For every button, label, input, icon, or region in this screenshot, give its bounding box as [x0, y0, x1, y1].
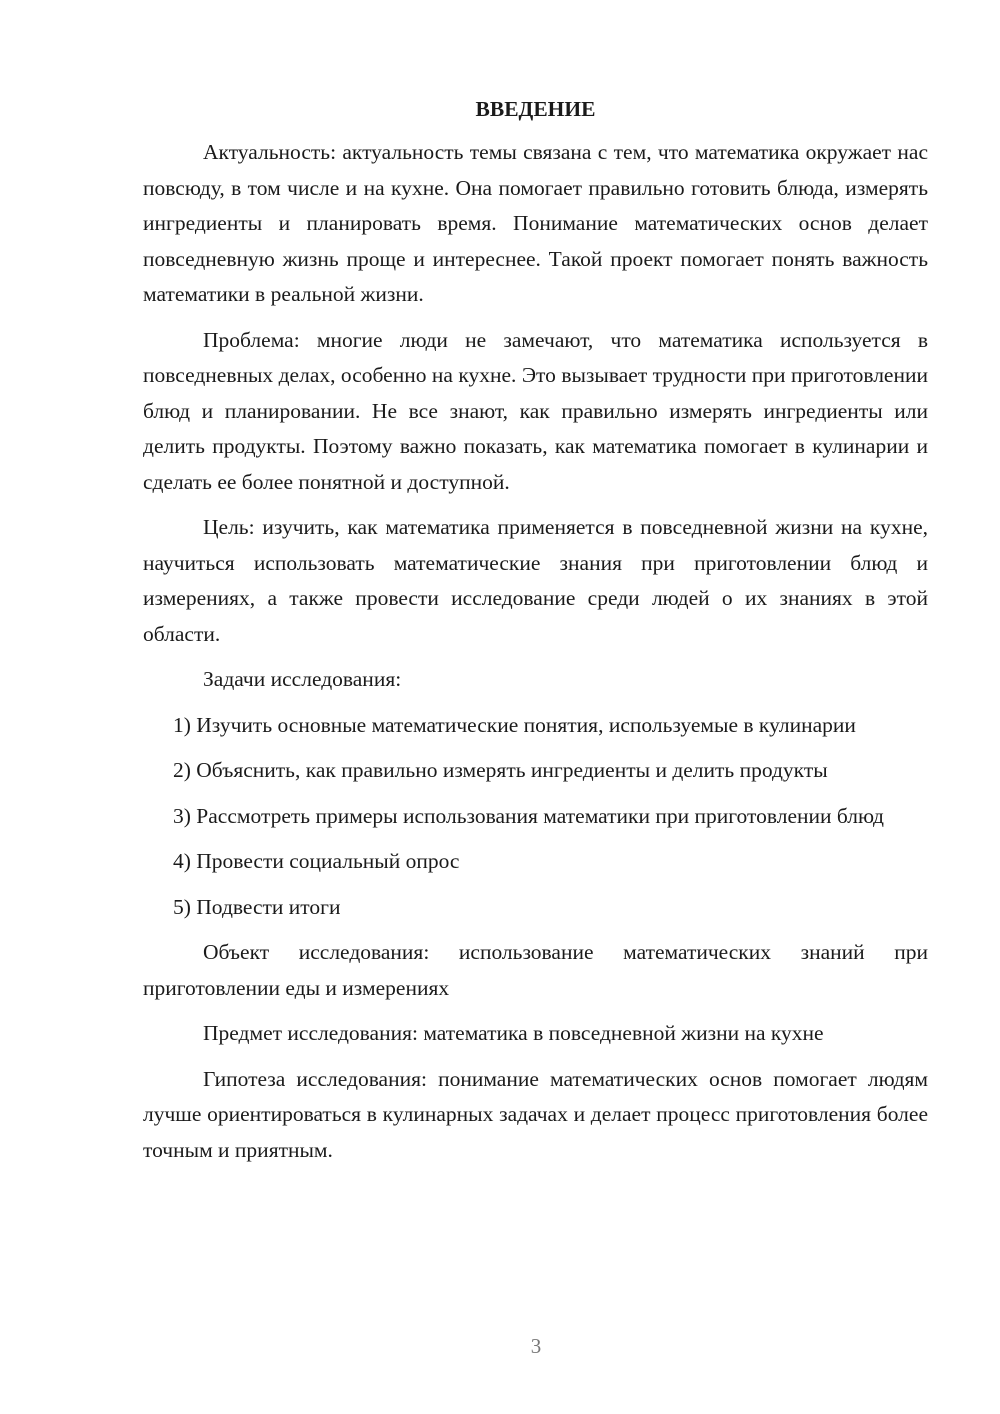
- paragraph-problem: Проблема: многие люди не замечают, что математика используется в повседневных делах, особенно на кухне. Это вызывает трудности при приготовлении блюд и планировании. Не все знают, как правильно измерять ингредиенты или делить продукты. Поэтому важно показать, как математика помогает в кулинарии и сделать ее более понятной и доступной.: [143, 327, 928, 494]
- page-number: 3: [530, 1334, 542, 1358]
- paragraph-hypothesis: Гипотеза исследования: понимание математических основ помогает людям лучше ориентироваться в кулинарных задачах и делает процесс приготовления более точным и приятным.: [143, 1066, 928, 1162]
- task-item-4: 4) Провести социальный опрос: [173, 849, 460, 873]
- paragraph-object: Объект исследования: использование математических знаний при приготовлении еды и измерениях: [143, 940, 928, 1000]
- paragraph-goal: Цель: изучить, как математика применяется в повседневной жизни на кухне, научиться использовать математические знания при приготовлении блюд и измерениях, а также провести исследование среди людей о их знаниях в этой области.: [143, 515, 928, 646]
- tasks-heading: Задачи исследования:: [203, 667, 402, 691]
- paragraph-subject: Предмет исследования: математика в повседневной жизни на кухне: [203, 1021, 824, 1045]
- task-item-1: 1) Изучить основные математические понятия, используемые в кулинарии: [173, 712, 856, 737]
- task-item-5: 5) Подвести итоги: [173, 894, 341, 919]
- page-content: [143, 92, 928, 1178]
- paragraph-relevance: Актуальность: актуальность темы связана с тем, что математика окружает нас повсюду, в том числе и на кухне. Она помогает правильно готовить блюда, измерять ингредиенты и планировать время. Понимание математических основ делает повседневную жизнь проще и интереснее. Такой проект помогает понять важность математики в реальной жизни.: [143, 140, 928, 306]
- task-item-3: 3) Рассмотреть примеры использования математики при приготовлении блюд: [173, 803, 884, 828]
- task-item-2: 2) Объяснить, как правильно измерять ингредиенты и делить продукты: [173, 758, 828, 782]
- page-title: ВВЕДЕНИЕ: [475, 97, 596, 121]
